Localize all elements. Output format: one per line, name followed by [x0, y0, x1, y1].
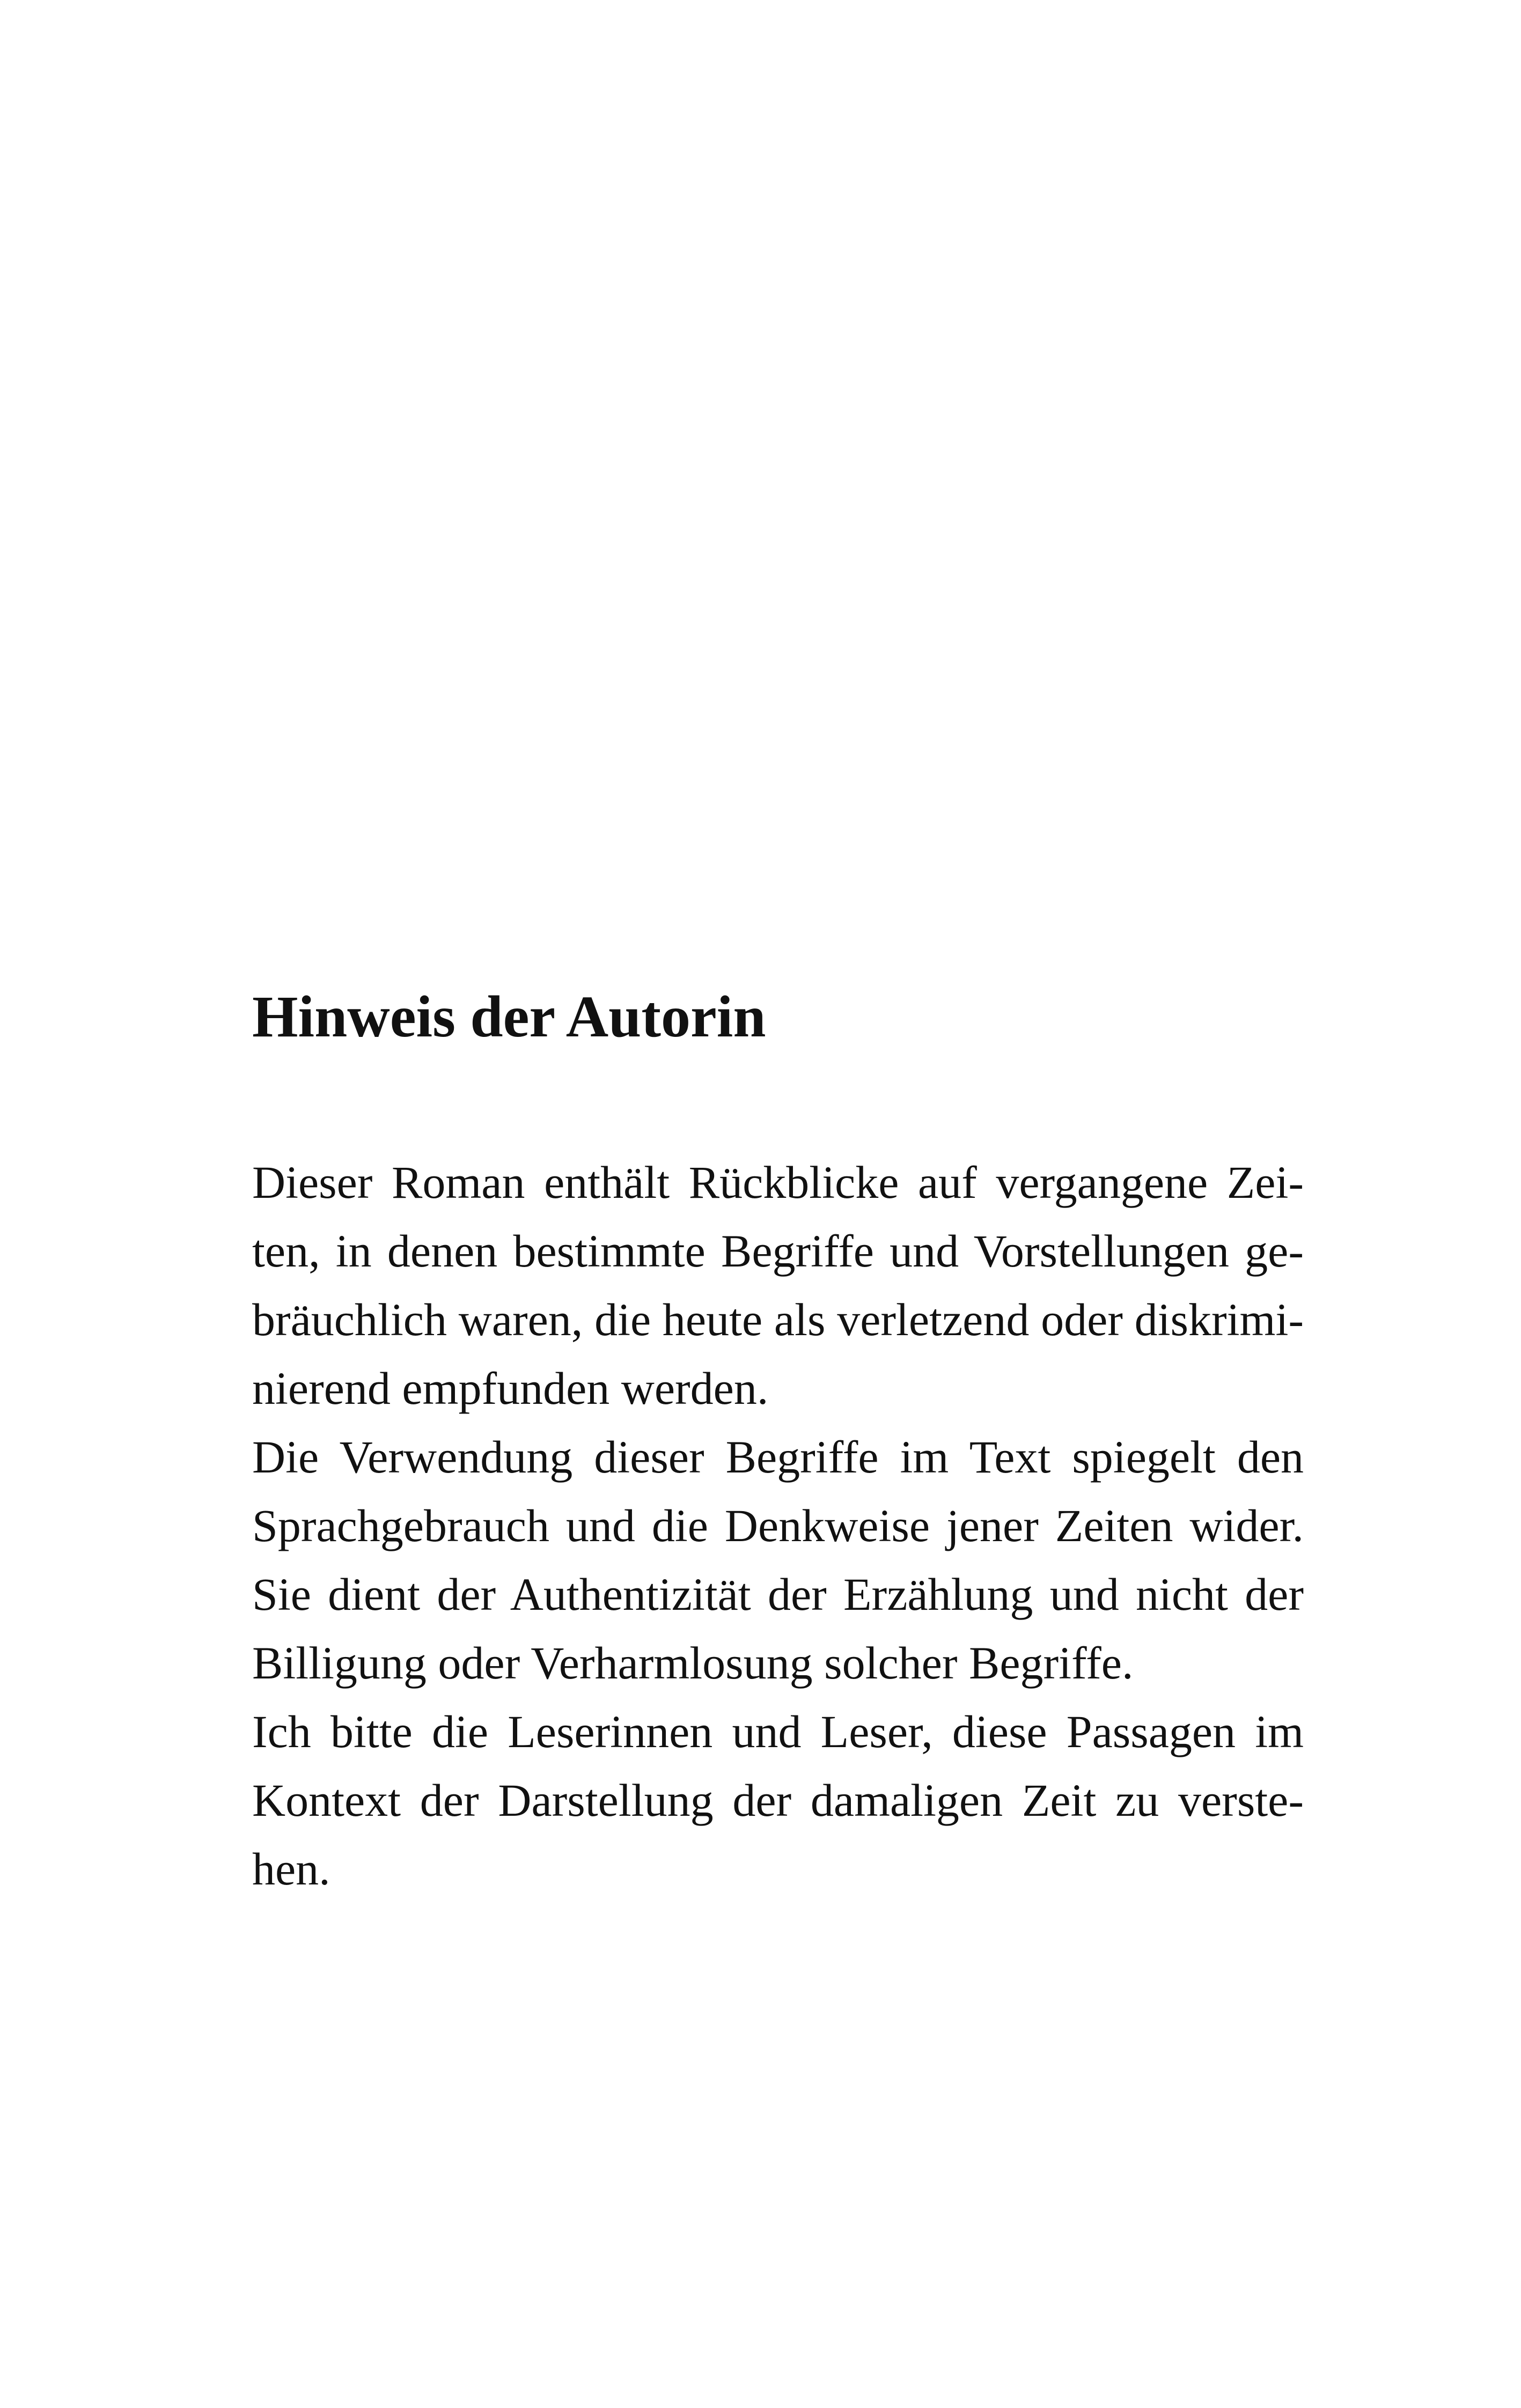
text-line: Die Verwendung dieser Begriffe im Text spiegelt den: [252, 1431, 1304, 1483]
text-line: ten, in denen bestimmte Begriffe und Vorstellungen ge-: [252, 1225, 1304, 1277]
text-line: Billigung oder Verharmlosung solcher Begriffe.: [252, 1637, 1134, 1689]
page-title: Hinweis der Autorin: [252, 984, 766, 1049]
text-line: Dieser Roman enthält Rückblicke auf vergangene Zei-: [252, 1157, 1304, 1208]
text-line: Kontext der Darstellung der damaligen Zeit zu verste-: [252, 1774, 1304, 1826]
text-line: Sprachgebrauch und die Denkweise jener Zeiten wider.: [252, 1500, 1304, 1551]
author-note-body: [252, 1148, 1304, 1903]
text-line: hen.: [252, 1843, 330, 1895]
text-line: Sie dient der Authentizität der Erzählung und nicht der: [252, 1568, 1304, 1620]
text-line: Ich bitte die Leserinnen und Leser, diese Passagen im: [252, 1706, 1304, 1757]
text-line: bräuchlich waren, die heute als verletzend oder diskrimi-: [252, 1294, 1304, 1345]
text-line: nierend empfunden werden.: [252, 1363, 769, 1414]
